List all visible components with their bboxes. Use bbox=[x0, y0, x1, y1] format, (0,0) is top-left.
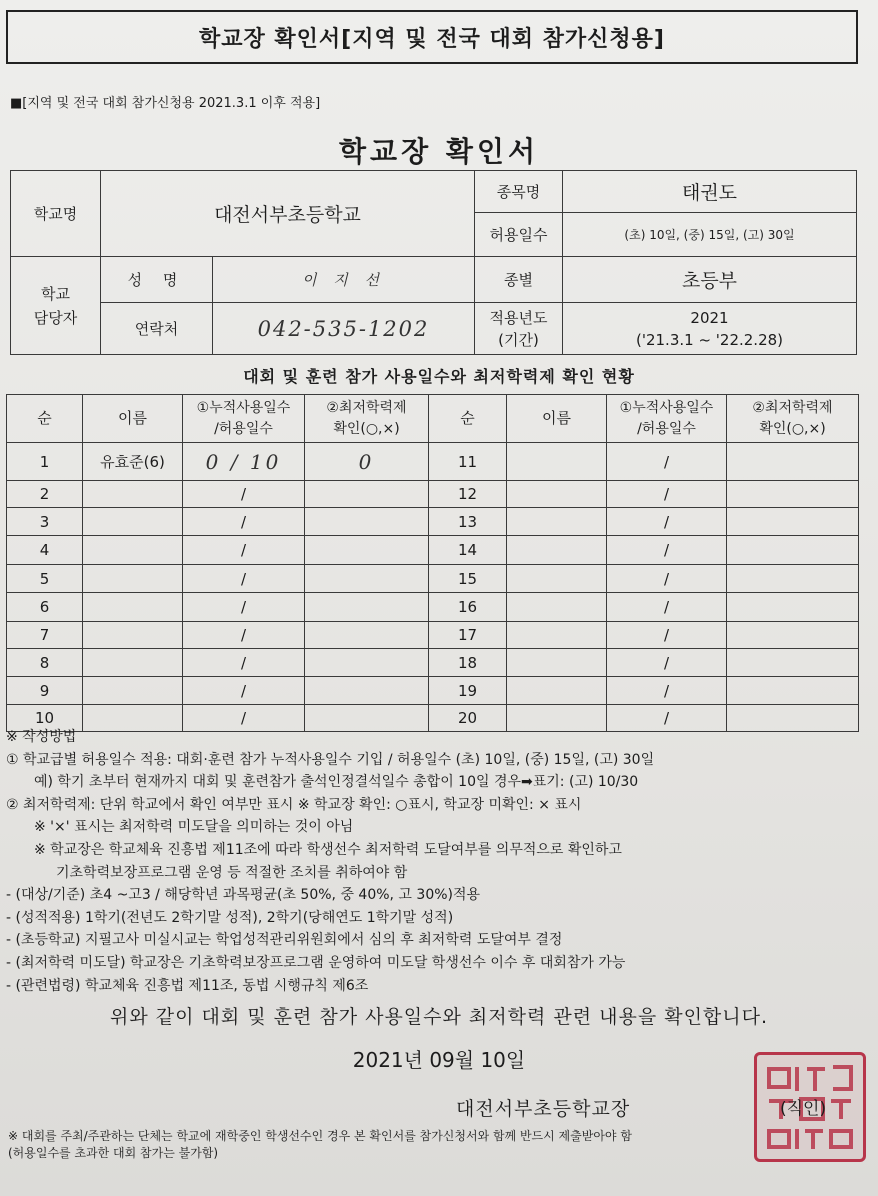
min-achievement bbox=[305, 508, 429, 536]
row-number: 6 bbox=[7, 593, 83, 622]
header-days: ①누적사용일수 /허용일수 bbox=[607, 395, 727, 443]
days-used: / bbox=[607, 705, 727, 732]
student-name bbox=[83, 481, 183, 508]
min-achievement bbox=[305, 593, 429, 622]
min-achievement bbox=[727, 443, 859, 481]
row-number: 3 bbox=[7, 508, 83, 536]
instruction-line: ※ '×' 표시는 최저학력 미도달을 의미하는 것이 아님 bbox=[34, 819, 354, 836]
name-label: 성 명 bbox=[101, 257, 213, 303]
table-row bbox=[7, 536, 859, 565]
name-value: 이 지 선 bbox=[213, 257, 475, 303]
days-used: / bbox=[183, 677, 305, 705]
instruction-line: 기초학력보장프로그램 운영 등 적절한 조치를 취하여야 함 bbox=[56, 864, 408, 881]
days-used: / bbox=[183, 622, 305, 649]
instruction-line: ※ 학교장은 학교체육 진흥법 제11조에 따라 학생선수 최저학력 도달여부를 의무적으로 확인하고 bbox=[34, 841, 622, 858]
instruction-line: - (관련법령) 학교체육 진흥법 제11조, 동법 시행규칙 제6조 bbox=[6, 977, 369, 994]
header-days: ①누적사용일수 /허용일수 bbox=[183, 395, 305, 443]
seal-label: (직인) bbox=[780, 1099, 827, 1119]
header-no: 순 bbox=[7, 395, 83, 443]
days-used: / bbox=[607, 565, 727, 593]
min-achievement bbox=[727, 649, 859, 677]
row-number: 1 bbox=[7, 443, 83, 481]
instruction-line: ① 학교급별 허용일수 적용: 대회·훈련 참가 누적사용일수 기입 / 허용일수 (초) 10일, (중) 15일, (고) 30일 bbox=[6, 751, 655, 768]
row-number: 5 bbox=[7, 565, 83, 593]
days-used: / bbox=[183, 565, 305, 593]
days-used: / bbox=[183, 508, 305, 536]
footnote: ※ 대회를 주최/주관하는 단체는 학교에 재학중인 학생선수인 경우 본 확인서를 참가신청서와 함께 반드시 제출받아야 함 (허용일수를 초과한 대회 참가는 불가함) bbox=[8, 1129, 632, 1160]
header-no: 순 bbox=[429, 395, 507, 443]
row-number: 12 bbox=[429, 481, 507, 508]
instruction-line: - (대상/기준) 초4 ~고3 / 해당학년 과목평균(초 50%, 중 40%, 고 30%)적용 bbox=[6, 887, 481, 904]
school-value: 대전서부초등학교 bbox=[101, 171, 475, 257]
days-used: / bbox=[607, 536, 727, 565]
days-used: / bbox=[183, 593, 305, 622]
teacher-label: 학교 담당자 bbox=[11, 257, 101, 355]
instruction-line: - (성적적용) 1학기(전년도 2학기말 성적), 2학기(당해연도 1학기말 성적) bbox=[6, 909, 454, 926]
row-number: 18 bbox=[429, 649, 507, 677]
contact-label: 연락처 bbox=[101, 303, 213, 355]
section-title: 대회 및 훈련 참가 사용일수와 최저학력제 확인 현황 bbox=[243, 367, 635, 386]
category-label: 종별 bbox=[475, 257, 563, 303]
row-number: 11 bbox=[429, 443, 507, 481]
event-value: 태권도 bbox=[563, 171, 857, 213]
document-title: 학교장 확인서 bbox=[338, 135, 540, 168]
min-achievement bbox=[305, 481, 429, 508]
header-name: 이름 bbox=[83, 395, 183, 443]
instructions bbox=[6, 726, 872, 997]
min-achievement: 0 bbox=[305, 443, 429, 481]
category-value: 초등부 bbox=[563, 257, 857, 303]
row-number: 17 bbox=[429, 622, 507, 649]
student-name bbox=[83, 508, 183, 536]
min-achievement bbox=[727, 508, 859, 536]
row-number: 2 bbox=[7, 481, 83, 508]
allowed-days-label: 허용일수 bbox=[475, 213, 563, 257]
student-name bbox=[507, 677, 607, 705]
days-used: / bbox=[607, 508, 727, 536]
row-number: 14 bbox=[429, 536, 507, 565]
table-row bbox=[7, 481, 859, 508]
year-value: 2021 bbox=[690, 308, 729, 327]
student-name: 유효준(6) bbox=[83, 443, 183, 481]
days-used: / bbox=[607, 593, 727, 622]
min-achievement bbox=[305, 677, 429, 705]
student-name bbox=[507, 443, 607, 481]
year-cell bbox=[563, 303, 857, 355]
days-used: / bbox=[607, 622, 727, 649]
year-period: ('21.3.1 ~ '22.2.28) bbox=[635, 330, 784, 349]
confirm-statement: 위와 같이 대회 및 훈련 참가 사용일수와 최저학력 관련 내용을 확인합니다. bbox=[109, 1006, 769, 1028]
row-number: 16 bbox=[429, 593, 507, 622]
row-number: 15 bbox=[429, 565, 507, 593]
row-number: 7 bbox=[7, 622, 83, 649]
row-number: 20 bbox=[429, 705, 507, 732]
student-name bbox=[507, 481, 607, 508]
row-number: 8 bbox=[7, 649, 83, 677]
student-name bbox=[507, 508, 607, 536]
issue-date: 2021년 09월 10일 bbox=[352, 1048, 526, 1072]
student-name bbox=[83, 565, 183, 593]
instruction-line: - (최저학력 미도달) 학교장은 기초학력보장프로그램 운영하여 미도달 학생선수 이수 후 대회참가 가능 bbox=[6, 954, 626, 971]
min-achievement bbox=[727, 481, 859, 508]
header-name: 이름 bbox=[507, 395, 607, 443]
instruction-line: - (초등학교) 지필고사 미실시교는 학업성적관리위원회에서 심의 후 최저학력 도달여부 결정 bbox=[6, 932, 563, 949]
student-name bbox=[83, 536, 183, 565]
student-name bbox=[507, 649, 607, 677]
student-name bbox=[507, 536, 607, 565]
min-achievement bbox=[727, 622, 859, 649]
header-min: ②최저학력제 확인(○,×) bbox=[305, 395, 429, 443]
row-number: 4 bbox=[7, 536, 83, 565]
student-name bbox=[83, 677, 183, 705]
table-row bbox=[7, 649, 859, 677]
contact-value: 042-535-1202 bbox=[213, 303, 475, 355]
status-table bbox=[6, 394, 859, 732]
header-title: 학교장 확인서[지역 및 전국 대회 참가신청용] bbox=[199, 26, 665, 52]
event-label: 종목명 bbox=[475, 171, 563, 213]
notice-line: ■[지역 및 전국 대회 참가신청용 2021.3.1 이후 적용] bbox=[10, 96, 321, 111]
instruction-line: 예) 학기 초부터 현재까지 대회 및 훈련참가 출석인정결석일수 총합이 10일 경우➡표기: (고) 10/30 bbox=[34, 774, 639, 791]
student-name bbox=[507, 565, 607, 593]
min-achievement bbox=[727, 593, 859, 622]
row-number: 13 bbox=[429, 508, 507, 536]
min-achievement bbox=[305, 536, 429, 565]
min-achievement bbox=[305, 565, 429, 593]
student-name bbox=[83, 649, 183, 677]
days-used: / bbox=[607, 677, 727, 705]
principal-name: 대전서부초등학교장 bbox=[456, 1098, 631, 1120]
instruction-line: ② 최저학력제: 단위 학교에서 확인 여부만 표시 ※ 학교장 확인: ○표시, 학교장 미확인: × 표시 bbox=[6, 796, 582, 813]
days-used: / bbox=[607, 481, 727, 508]
days-used: / bbox=[183, 649, 305, 677]
table-row bbox=[7, 622, 859, 649]
header-min: ②최저학력제 확인(○,×) bbox=[727, 395, 859, 443]
info-table bbox=[10, 170, 857, 355]
student-name bbox=[83, 622, 183, 649]
days-used: / bbox=[183, 705, 305, 732]
table-row bbox=[7, 443, 859, 481]
row-number: 9 bbox=[7, 677, 83, 705]
min-achievement bbox=[727, 565, 859, 593]
days-used: / bbox=[183, 536, 305, 565]
student-name bbox=[507, 593, 607, 622]
table-row bbox=[7, 508, 859, 536]
allowed-days-value: (초) 10일, (중) 15일, (고) 30일 bbox=[563, 213, 857, 257]
row-number: 10 bbox=[7, 705, 83, 732]
days-used: / bbox=[607, 649, 727, 677]
year-label: 적용년도 (기간) bbox=[475, 303, 563, 355]
min-achievement bbox=[305, 622, 429, 649]
school-label: 학교명 bbox=[11, 171, 101, 257]
table-row bbox=[7, 565, 859, 593]
days-used: / bbox=[183, 481, 305, 508]
instruction-line: ※ 작성방법 bbox=[6, 729, 77, 745]
table-row bbox=[7, 677, 859, 705]
student-name bbox=[83, 593, 183, 622]
min-achievement bbox=[305, 649, 429, 677]
days-used: 0 / 10 bbox=[183, 443, 305, 481]
min-achievement bbox=[727, 677, 859, 705]
student-name bbox=[507, 622, 607, 649]
table-row bbox=[7, 593, 859, 622]
header-title-box bbox=[6, 10, 858, 64]
days-used: / bbox=[607, 443, 727, 481]
min-achievement bbox=[727, 536, 859, 565]
row-number: 19 bbox=[429, 677, 507, 705]
